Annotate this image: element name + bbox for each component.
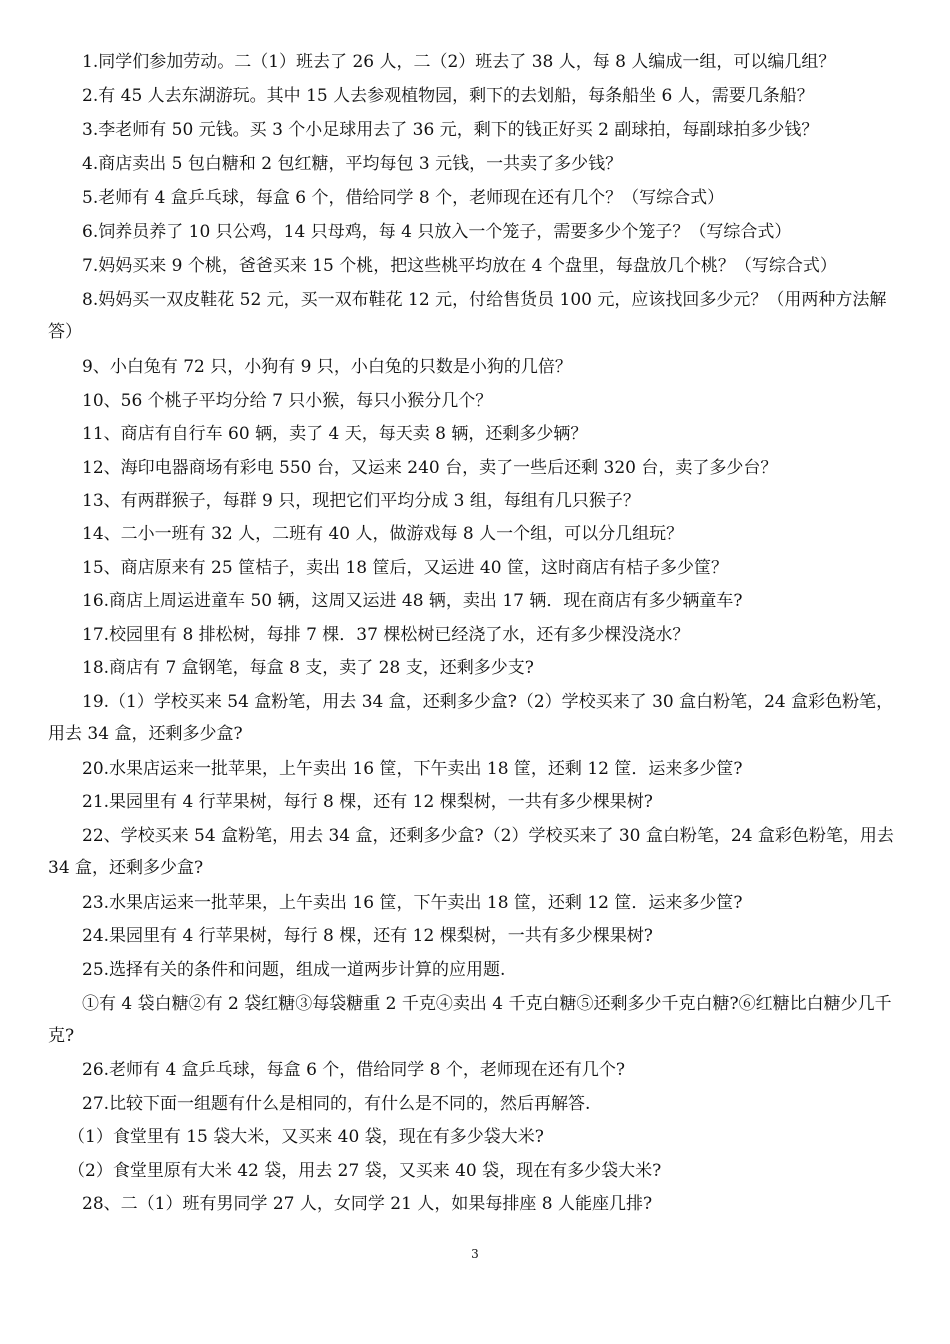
- problem-6: 6.饲养员养了 10 只公鸡，14 只母鸡，每 4 只放入一个笼子，需要多少个笼子？（写综合式）: [82, 222, 792, 242]
- problem-28: 28、二（1）班有男同学 27 人，女同学 21 人，如果每排座 8 人能座几排?: [82, 1194, 653, 1214]
- problem-5: 5.老师有 4 盒乒乓球，每盒 6 个，借给同学 8 个，老师现在还有几个？（写综合式）: [82, 188, 725, 208]
- problem-7: 7.妈妈买来 9 个桃，爸爸买来 15 个桃，把这些桃平均放在 4 个盘里，每盘放几个桃？（写综合式）: [82, 256, 837, 276]
- problem-18: 18.商店有 7 盒钢笔，每盒 8 支，卖了 28 支，还剩多少支?: [82, 658, 534, 678]
- problem-19: 19.（1）学校买来 54 盒粉笔，用去 34 盒，还剩多少盒?（2）学校买来了 30 盒白粉笔，24 盒彩色粉笔，用去 34 盒，还剩多少盒?: [48, 692, 894, 744]
- problem-25: 25.选择有关的条件和问题，组成一道两步计算的应用题.: [82, 960, 506, 980]
- problem-11: 11、商店有自行车 60 辆，卖了 4 天，每天卖 8 辆，还剩多少辆？: [82, 424, 588, 444]
- problem-25-options: ①有 4 袋白糖②有 2 袋红糖③每袋糖重 2 千克④卖出 4 千克白糖⑤还剩多少千克白糖?⑥红糖比白糖少几千克?: [48, 994, 892, 1046]
- problem-14: 14、二小一班有 32 人，二班有 40 人，做游戏每 8 人一个组，可以分几组玩？: [82, 524, 684, 544]
- problem-22: 22、学校买来 54 盒粉笔，用去 34 盒，还剩多少盒?（2）学校买来了 30 盒白粉笔，24 盒彩色粉笔，用去 34 盒，还剩多少盒?: [48, 826, 894, 878]
- problem-21: 21.果园里有 4 行苹果树，每行 8 棵，还有 12 棵梨树，一共有多少棵果树?: [82, 792, 653, 812]
- problem-9: 9、小白兔有 72 只，小狗有 9 只，小白兔的只数是小狗的几倍？: [82, 357, 572, 377]
- problem-27-part-2: （2）食堂里原有大米 42 袋，用去 27 袋，又买来 40 袋，现在有多少袋大米?: [68, 1161, 662, 1181]
- problem-2: 2.有 45 人去东湖游玩。其中 15 人去参观植物园，剩下的去划船，每条船坐 6 人，需要几条船？: [82, 86, 814, 106]
- problem-24: 24.果园里有 4 行苹果树，每行 8 棵，还有 12 棵梨树，一共有多少棵果树?: [82, 926, 653, 946]
- problem-8: 8.妈妈买一双皮鞋花 52 元，买一双布鞋花 12 元，付给售货员 100 元，应该找回多少元？（用两种方法解答）: [48, 290, 887, 342]
- problem-15: 15、商店原来有 25 筐桔子，卖出 18 筐后，又运进 40 筐，这时商店有桔子多少筐？: [82, 558, 728, 578]
- page-number: 3: [471, 1247, 479, 1261]
- problem-17: 17.校园里有 8 排松树，每排 7 棵．37 棵松树已经浇了水，还有多少棵没浇水？: [82, 625, 690, 645]
- problem-16: 16.商店上周运进童车 50 辆，这周又运进 48 辆，卖出 17 辆．现在商店有多少辆童车?: [82, 591, 743, 611]
- problem-23: 23.水果店运来一批苹果，上午卖出 16 筐，下午卖出 18 筐，还剩 12 筐．运来多少筐?: [82, 893, 743, 913]
- problem-20: 20.水果店运来一批苹果，上午卖出 16 筐，下午卖出 18 筐，还剩 12 筐．运来多少筐?: [82, 759, 743, 779]
- problem-27: 27.比较下面一组题有什么是相同的，有什么是不同的，然后再解答.: [82, 1094, 591, 1114]
- problem-3: 3.李老师有 50 元钱。买 3 个小足球用去了 36 元，剩下的钱正好买 2 副球拍，每副球拍多少钱？: [82, 120, 819, 140]
- problem-4: 4.商店卖出 5 包白糖和 2 包红糖，平均每包 3 元钱，一共卖了多少钱？: [82, 154, 623, 174]
- problem-26: 26.老师有 4 盒乒乓球，每盒 6 个，借给同学 8 个，老师现在还有几个?: [82, 1060, 626, 1080]
- problem-13: 13、有两群猴子，每群 9 只，现把它们平均分成 3 组，每组有几只猴子？: [82, 491, 640, 511]
- problem-10: 10、56 个桃子平均分给 7 只小猴，每只小猴分几个？: [82, 391, 493, 411]
- problem-1: 1.同学们参加劳动。二（1）班去了 26 人，二（2）班去了 38 人，每 8 人编成一组，可以编几组？: [82, 52, 836, 72]
- problem-27-part-1: （1）食堂里有 15 袋大米，又买来 40 袋，现在有多少袋大米?: [68, 1127, 544, 1147]
- problem-12: 12、海印电器商场有彩电 550 台，又运来 240 台，卖了一些后还剩 320 台，卖了多少台？: [82, 458, 778, 478]
